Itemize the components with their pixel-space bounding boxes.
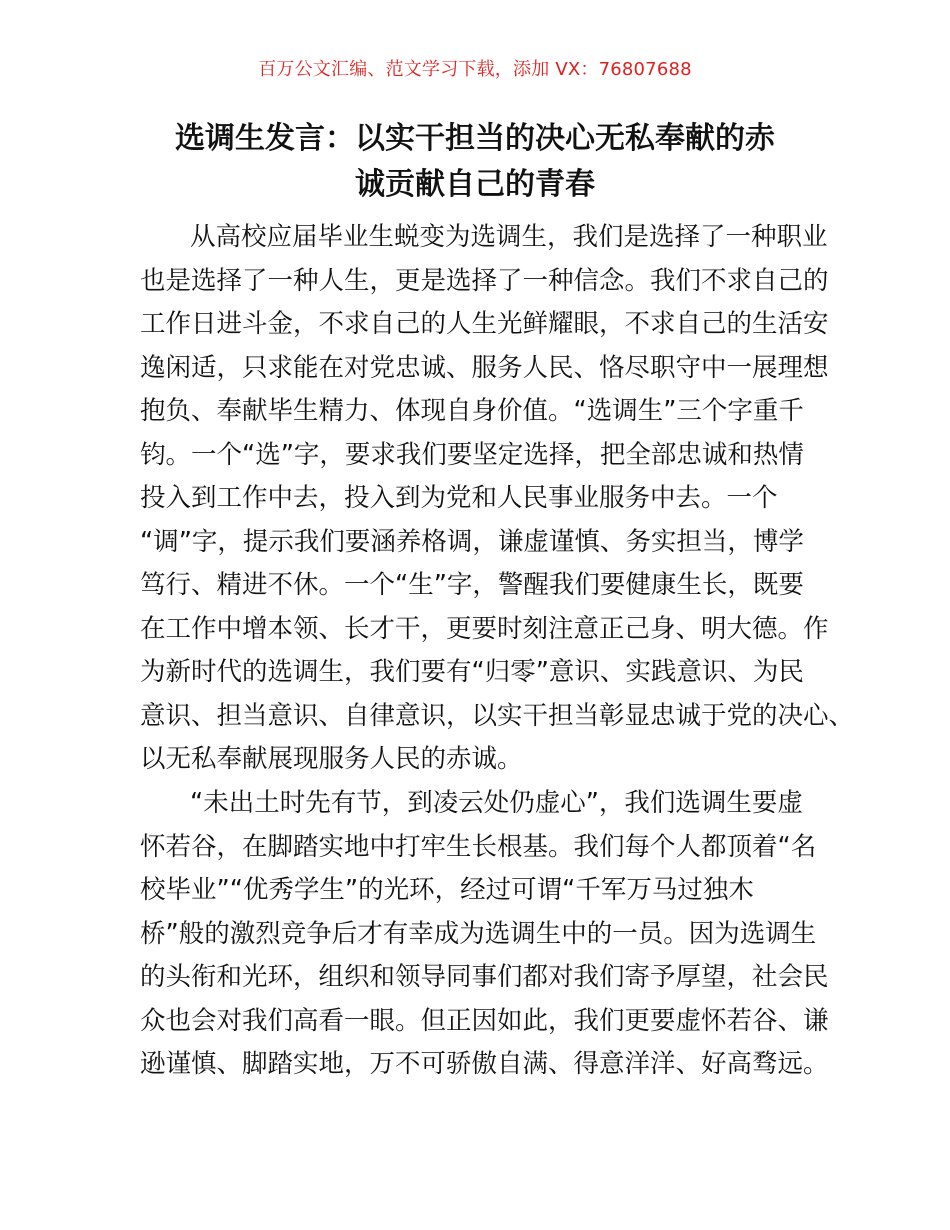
paragraph-line: 抱负、奉献毕生精力、体现自身价值。“选调生”三个字重千 [140,396,804,426]
title-line: 诚贡献自己的青春 [355,167,595,202]
paragraph-line: 工作日进斗金，不求自己的人生光鲜耀眼，不求自己的生活安 [140,309,829,339]
paragraph-line: 怀若谷，在脚踏实地中打牢生长根基。我们每个人都顶着“名 [140,831,817,862]
paragraph-line: 笃行、精进不休。一个“生”字，警醒我们要健康生长，既要 [140,570,804,600]
paragraph-line: 钧。一个“选”字，要求我们要坚定选择，把全部忠诚和热情 [140,439,804,470]
paragraph-line: “调”字，提示我们要涵养格调，谦虚谨慎、务实担当，博学 [140,526,804,557]
paragraph-line: 投入到工作中去，投入到为党和人民事业服务中去。一个 [140,483,778,513]
paragraph-1 [140,216,855,782]
paragraph-line: 以无私奉献展现服务人民的赤诚。 [140,744,523,774]
paragraph-line: 众也会对我们高看一眼。但正因如此，我们更要虚怀若谷、谦 [140,1005,829,1036]
paragraph-line: 在工作中增本领、长才干，更要时刻注意正己身、明大德。作 [140,613,829,644]
title-line: 选调生发言：以实干担当的决心无私奉献的赤 [175,121,775,156]
paragraph-line: 校毕业”“优秀学生”的光环，经过可谓“千军万马过独木 [140,875,754,905]
paragraph-line: 的头衔和光环，组织和领导同事们都对我们寄予厚望，社会民 [140,962,829,992]
paragraph-line: 逊谨慎、脚踏实地，万不可骄傲自满、得意洋洋、好高骛远。 [140,1049,829,1079]
paragraph-line: 意识、担当意识、自律意识，以实干担当彰显忠诚于党的决心、 [140,700,855,731]
paragraph-line: 桥”般的激烈竞争后才有幸成为选调生中的一员。因为选调生 [140,918,817,949]
paragraph-line: “未出土时先有节，到凌云处仍虚心”，我们选调生要虚 [190,788,803,818]
paragraph-line: 从高校应届毕业生蜕变为选调生，我们是选择了一种职业 [190,222,828,252]
paragraph-line: 为新时代的选调生，我们要有“归零”意识、实践意识、为民 [140,657,804,687]
paragraph-line: 也是选择了一种人生，更是选择了一种信念。我们不求自己的 [140,265,829,296]
document-title [140,116,810,208]
paragraph-2 [140,782,829,1087]
promo-banner-text: 百万公文汇编、范文学习下载，添加 VX：76807688 [258,59,692,80]
paragraph-line: 逸闲适，只求能在对党忠诚、服务人民、恪尽职守中一展理想 [140,352,829,383]
